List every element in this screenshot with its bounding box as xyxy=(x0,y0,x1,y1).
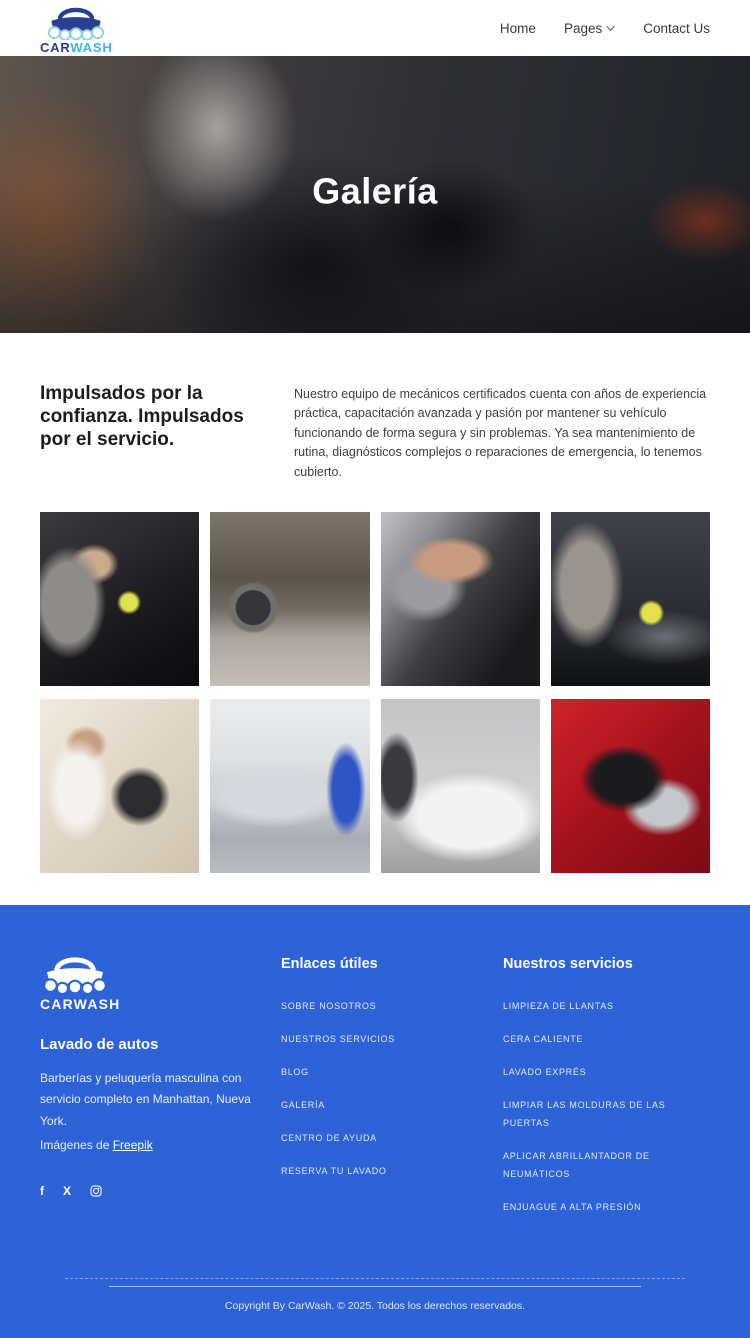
gallery-image[interactable] xyxy=(210,699,369,873)
main-nav xyxy=(500,21,710,36)
footer-link-blog[interactable]: BLOG xyxy=(281,1066,309,1077)
dashed-divider xyxy=(65,1278,685,1279)
footer-link-reserva-tu-lavado[interactable]: RESERVA TU LAVADO xyxy=(281,1165,387,1176)
gallery-image[interactable] xyxy=(381,699,540,873)
footer-logo[interactable] xyxy=(40,952,281,1012)
social-links xyxy=(40,1184,281,1198)
credit-prefix: Imágenes de xyxy=(40,1137,113,1152)
nav-home[interactable]: Home xyxy=(499,20,536,36)
footer-link-centro-de-ayuda[interactable]: CENTRO DE AYUDA xyxy=(281,1132,377,1143)
footer-link-abrillantador-neumaticos[interactable]: APLICAR ABRILLANTADOR DE NEUMÁTICOS xyxy=(503,1150,650,1179)
gallery-image[interactable] xyxy=(210,512,369,686)
footer-link-galeria[interactable]: GALERÍA xyxy=(281,1099,325,1110)
footer-useful-links-column xyxy=(281,952,503,1230)
site-header xyxy=(0,0,750,56)
gallery-grid xyxy=(0,512,750,873)
nav-contact-us[interactable]: Contact Us xyxy=(643,20,710,36)
intro-heading: Impulsados por la confianza. Impulsados por el servicio. xyxy=(40,383,244,450)
intro-section xyxy=(0,333,750,482)
footer-link-sobre-nosotros[interactable]: SOBRE NOSOTROS xyxy=(281,1000,377,1011)
footer-link-enjuague-alta-presion[interactable]: ENJUAGUE A ALTA PRESIÓN xyxy=(503,1201,642,1212)
site-footer xyxy=(0,905,750,1338)
chevron-down-icon xyxy=(607,22,615,30)
footer-link-cera-caliente[interactable]: CERA CALIENTE xyxy=(503,1033,584,1044)
footer-column-title: Enlaces útiles xyxy=(281,955,378,972)
footer-link-nuestros-servicios[interactable]: NUESTROS SERVICIOS xyxy=(281,1033,395,1044)
footer-column-title: Nuestros servicios xyxy=(503,955,633,972)
carwash-logo-icon xyxy=(45,3,107,40)
footer-logo-text: CARWASH xyxy=(40,995,121,1012)
nav-pages[interactable] xyxy=(564,21,615,36)
hero-banner xyxy=(0,56,750,333)
facebook-icon[interactable]: f xyxy=(40,1184,44,1199)
solid-divider xyxy=(109,1286,641,1287)
brand-logo-text: CARWASH xyxy=(40,39,113,55)
footer-link-limpiar-molduras[interactable]: LIMPIAR LAS MOLDURAS DE LAS PUERTAS xyxy=(503,1099,666,1128)
instagram-icon[interactable] xyxy=(90,1185,102,1197)
copyright-text: Copyright By CarWash. © 2025. Todos los derechos reservados. xyxy=(224,1299,526,1312)
gallery-image[interactable] xyxy=(381,512,540,686)
footer-link-limpieza-de-llantas[interactable]: LIMPIEZA DE LLANTAS xyxy=(503,1000,614,1011)
footer-image-credit xyxy=(40,1135,281,1157)
gallery-image[interactable] xyxy=(40,512,199,686)
footer-bottom xyxy=(40,1278,710,1338)
gallery-image[interactable] xyxy=(551,512,710,686)
page-title: Galería xyxy=(312,170,438,212)
footer-brand-column xyxy=(40,952,281,1230)
gallery-image[interactable] xyxy=(551,699,710,873)
footer-tagline: Lavado de autos xyxy=(40,1035,159,1053)
footer-services-column xyxy=(503,952,710,1230)
freepik-link[interactable]: Freepik xyxy=(112,1137,153,1152)
nav-pages-label: Pages xyxy=(563,20,603,36)
x-twitter-icon[interactable]: X xyxy=(63,1184,72,1199)
brand-logo[interactable] xyxy=(40,3,113,54)
footer-description: Barberías y peluquería masculina con servicio completo en Manhattan, Nueva York. xyxy=(40,1070,251,1129)
footer-link-lavado-expres[interactable]: LAVADO EXPRÉS xyxy=(503,1066,587,1077)
carwash-logo-icon-white xyxy=(40,952,110,994)
intro-body: Nuestro equipo de mecánicos certificados cuenta con años de experiencia práctica, capacitación avanzada y pasión por mantener su vehículo funcionando de forma segura y sin problemas. Ya sea mantenimiento de rutina, diagnósticos complejos o reparaciones de emergencia, lo tenemos cubierto. xyxy=(294,387,707,479)
gallery-image[interactable] xyxy=(40,699,199,873)
